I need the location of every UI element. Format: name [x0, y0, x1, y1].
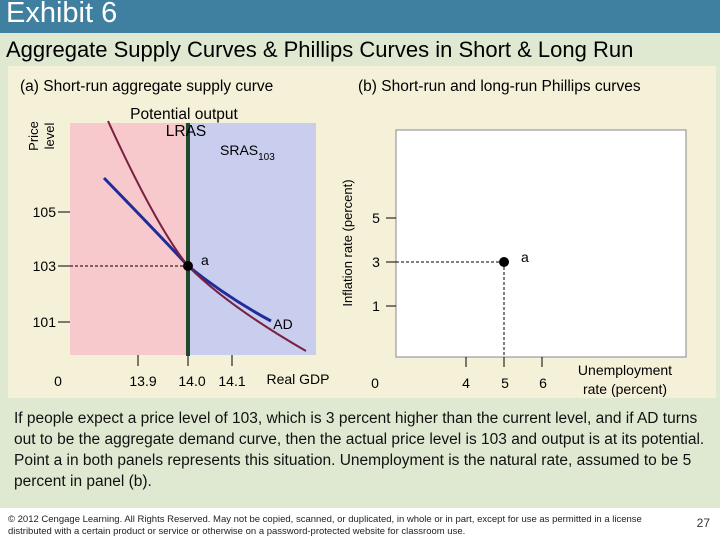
y-tick-103: 103 [32, 258, 56, 274]
point-a-label-panel-b: a [521, 249, 529, 265]
panel-a-heading: (a) Short-run aggregate supply curve [20, 78, 274, 95]
y-axis-label-price [26, 121, 41, 151]
point-a-label-panel-a: a [201, 252, 209, 268]
x-tick-141: 14.1 [218, 373, 246, 389]
panel-b-origin: 0 [371, 375, 379, 391]
slide-title: Exhibit 6 [6, 0, 118, 29]
y-axis-label-level [42, 123, 57, 150]
x-tick-4: 4 [462, 375, 470, 391]
y-axis-label-word-2: level [42, 122, 57, 150]
x-tick-6: 6 [539, 375, 547, 391]
panel-b-plot-area [396, 130, 686, 357]
panel-a [20, 78, 330, 389]
slide-header [0, 0, 720, 33]
page-number: 27 [696, 516, 710, 530]
x-tick-5: 5 [501, 375, 509, 391]
x-axis-label-line-2: rate (percent) [582, 381, 668, 397]
slide-footer [0, 508, 720, 540]
exhibit-svg [8, 66, 716, 398]
y-tick-5: 5 [372, 210, 380, 226]
y-axis-label-word-1: Price [26, 121, 41, 151]
copyright-notice: © 2012 Cengage Learning. All Rights Reserved. May not be copied, scanned, or duplicated, in whole or in part, except for use as permitted in a license distributed with a certain product or service or otherwise on a password-protected website for classroom use. [8, 514, 642, 537]
panel-b [340, 78, 686, 397]
y-tick-3: 3 [372, 254, 380, 270]
point-a-panel-b [499, 257, 509, 267]
x-tick-140: 14.0 [178, 373, 206, 389]
exhibit-figure [8, 66, 716, 398]
potential-output-label: Potential output [130, 106, 238, 123]
y-tick-101: 101 [32, 314, 56, 330]
slide-subtitle: Aggregate Supply Curves & Phillips Curves in Short & Long Run [6, 37, 634, 62]
y-axis-label-inflation: Inflation rate (percent) [340, 179, 355, 307]
lras-label: LRAS [165, 123, 207, 140]
x-axis-label-real-gdp: Real GDP [266, 371, 330, 387]
y-tick-1: 1 [372, 298, 380, 314]
x-tick-139: 13.9 [129, 373, 157, 389]
exhibit-caption: If people expect a price level of 103, which is 3 percent higher than the current level, and if AD turns out to be the aggregate demand curve, then the actual price level is 103 and output is at its potential. Point a in both panels represents this situation. Unemployment is the natural rate, assumed to be 5 percent in panel (b). [14, 410, 705, 490]
sras-label-subscript: 103 [258, 152, 275, 163]
panel-a-origin: 0 [54, 373, 62, 389]
y-tick-105: 105 [32, 204, 56, 220]
sras-label-text: SRAS [220, 142, 259, 158]
x-axis-label-line-1: Unemployment [577, 362, 673, 378]
panel-b-heading: (b) Short-run and long-run Phillips curves [358, 78, 641, 95]
ad-label: AD [273, 316, 293, 332]
point-a-panel-a [183, 261, 193, 271]
